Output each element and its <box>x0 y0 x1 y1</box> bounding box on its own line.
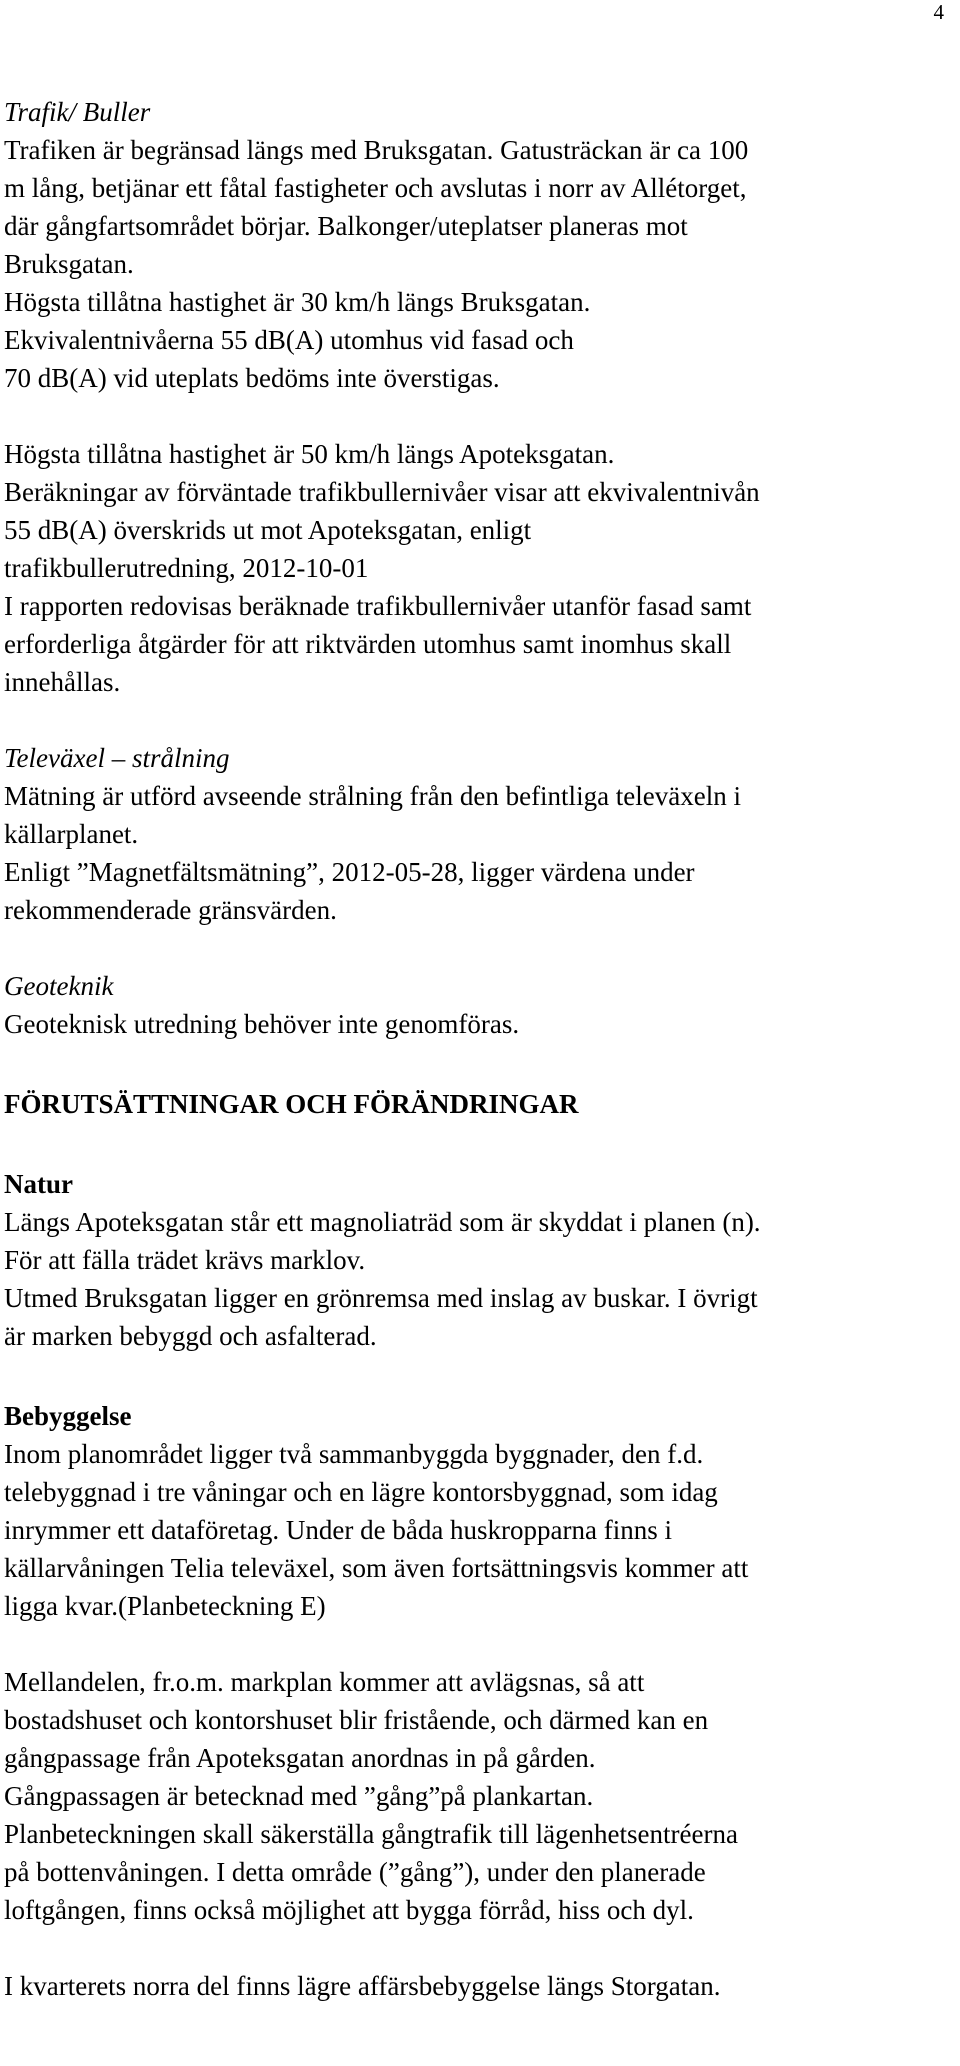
text-line: Ekvivalentnivåerna 55 dB(A) utomhus vid fasad och <box>4 325 574 355</box>
text-line: ligga kvar.(Planbeteckning E) <box>4 1591 326 1621</box>
text-line: loftgången, finns också möjlighet att bygga förråd, hiss och dyl. <box>4 1895 694 1925</box>
text-line: telebyggnad i tre våningar och en lägre kontorsbyggnad, som idag <box>4 1477 718 1507</box>
text-line: Beräkningar av förväntade trafikbullernivåer visar att ekvivalentnivån <box>4 477 760 507</box>
section-bebyggelse <box>4 1397 954 2005</box>
text-line: 55 dB(A) överskrids ut mot Apoteksgatan, enligt <box>4 515 532 545</box>
text-line: För att fälla trädet krävs marklov. <box>4 1245 366 1275</box>
text-line: Geoteknisk utredning behöver inte genomföras. <box>4 1009 520 1039</box>
text-line: 70 dB(A) vid uteplats bedöms inte överstigas. <box>4 363 500 393</box>
text-line: Gångpassagen är betecknad med ”gång”på plankartan. <box>4 1781 594 1811</box>
text-line: Längs Apoteksgatan står ett magnoliaträd som är skyddat i planen (n). <box>4 1207 761 1237</box>
text-line: Enligt ”Magnetfältsmätning”, 2012-05-28, ligger värdena under <box>4 857 695 887</box>
heading-geoteknik: Geoteknik <box>4 971 114 1001</box>
section-natur <box>4 1165 954 1355</box>
text-line: Mätning är utförd avseende strålning från den befintliga televäxeln i <box>4 781 741 811</box>
text-line: I kvarterets norra del finns lägre affärsbebyggelse längs Storgatan. <box>4 1971 721 2001</box>
text-line: erforderliga åtgärder för att riktvärden utomhus samt inomhus skall <box>4 629 732 659</box>
text-line: bostadshuset och kontorshuset blir fristående, och därmed kan en <box>4 1705 709 1735</box>
text-line: Planbeteckningen skall säkerställa gångtrafik till lägenhetsentréerna <box>4 1819 738 1849</box>
text-line: trafikbullerutredning, 2012-10-01 <box>4 553 369 583</box>
heading-trafik-buller: Trafik/ Buller <box>4 97 151 127</box>
text-line: Utmed Bruksgatan ligger en grönremsa med inslag av buskar. I övrigt <box>4 1283 758 1313</box>
heading-natur: Natur <box>4 1169 73 1199</box>
text-line: Inom planområdet ligger två sammanbyggda byggnader, den f.d. <box>4 1439 704 1469</box>
main-heading: FÖRUTSÄTTNINGAR OCH FÖRÄNDRINGAR <box>4 1089 579 1119</box>
text-line: källarplanet. <box>4 819 139 849</box>
heading-bebyggelse: Bebyggelse <box>4 1401 132 1431</box>
text-line: Högsta tillåtna hastighet är 50 km/h längs Apoteksgatan. <box>4 439 615 469</box>
section-televaxel <box>4 739 954 929</box>
text-line: m lång, betjänar ett fåtal fastigheter och avslutas i norr av Allétorget, <box>4 173 747 203</box>
section-geoteknik <box>4 967 954 1043</box>
text-line: gångpassage från Apoteksgatan anordnas in på gården. <box>4 1743 596 1773</box>
text-line: Trafiken är begränsad längs med Bruksgatan. Gatusträckan är ca 100 <box>4 135 749 165</box>
page-number: 4 <box>933 0 944 24</box>
text-line: I rapporten redovisas beräknade trafikbullernivåer utanför fasad samt <box>4 591 752 621</box>
section-trafik <box>4 93 954 701</box>
heading-televaxel: Televäxel – strålning <box>4 743 230 773</box>
text-line: källarvåningen Telia televäxel, som även fortsättningsvis kommer att <box>4 1553 749 1583</box>
document-body <box>4 93 954 2005</box>
text-line: är marken bebyggd och asfalterad. <box>4 1321 377 1351</box>
text-line: Högsta tillåtna hastighet är 30 km/h längs Bruksgatan. <box>4 287 591 317</box>
text-line: Bruksgatan. <box>4 249 134 279</box>
text-line: rekommenderade gränsvärden. <box>4 895 337 925</box>
text-line: inrymmer ett dataföretag. Under de båda huskropparna finns i <box>4 1515 673 1545</box>
text-line: innehållas. <box>4 667 121 697</box>
text-line: där gångfartsområdet börjar. Balkonger/uteplatser planeras mot <box>4 211 688 241</box>
text-line: på bottenvåningen. I detta område (”gång”), under den planerade <box>4 1857 706 1887</box>
text-line: Mellandelen, fr.o.m. markplan kommer att avlägsnas, så att <box>4 1667 645 1697</box>
